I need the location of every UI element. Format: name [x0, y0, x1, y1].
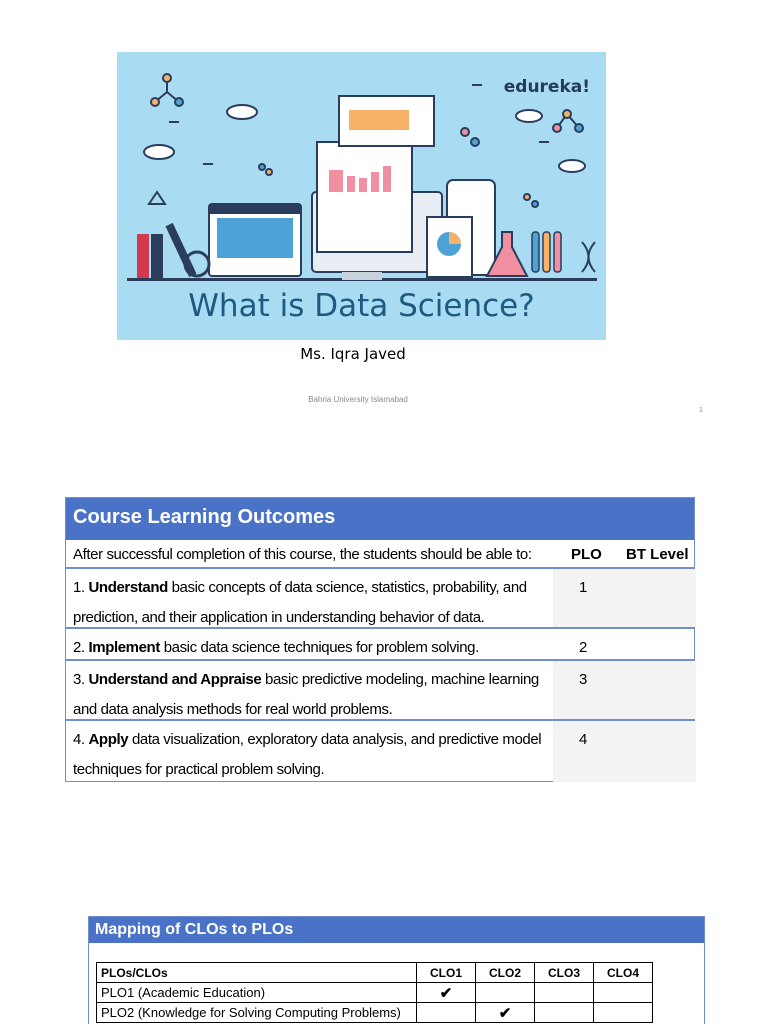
slide-title: What is Data Science?	[188, 288, 535, 324]
column-header: CLO2	[476, 963, 535, 983]
clo-row-plo: 3	[579, 671, 588, 688]
plo-label: PLO1 (Academic Education)	[97, 983, 417, 1003]
clo-row-text: 1. Understand basic concepts of data science, statistics, probability, and prediction, and their application in understanding behavior of data.	[73, 579, 527, 626]
title-banner	[117, 52, 606, 340]
slide-footer: Bahria University Islamabad	[308, 395, 408, 404]
author-name: Ms. Iqra Javed	[300, 345, 406, 363]
column-header: PLOs/CLOs	[97, 963, 417, 983]
clo-row	[66, 629, 694, 661]
clo-row-text: 3. Understand and Appraise basic predictive modeling, machine learning and data analysis methods for real world problems.	[73, 671, 539, 718]
clo-row	[66, 569, 694, 629]
clo-row-plo: 2	[579, 639, 588, 656]
mapping-header-row	[97, 963, 653, 983]
clo-row-text: 2. Implement basic data science techniques for problem solving.	[73, 639, 479, 656]
clo-table	[65, 497, 695, 782]
plo-label: PLO2 (Knowledge for Solving Computing Problems)	[97, 1003, 417, 1023]
brand-logo: edureka!	[503, 77, 590, 97]
clo-header-text: After successful completion of this course, the students should be able to:	[73, 546, 532, 563]
mapping-table-title: Mapping of CLOs to PLOs	[89, 917, 704, 943]
mapping-table	[96, 962, 653, 1023]
clo-row	[66, 721, 694, 782]
mapping-table-panel	[88, 916, 705, 1024]
clo-row-plo: 1	[579, 579, 588, 596]
bt-level-column-header: BT Level	[626, 546, 689, 563]
column-header: CLO3	[535, 963, 594, 983]
column-header: CLO1	[417, 963, 476, 983]
checkmark-icon: ✔	[498, 1004, 512, 1022]
table-row	[97, 983, 653, 1003]
clo-row-text: 4. Apply data visualization, exploratory data analysis, and predictive model techniques for practical problem solving.	[73, 731, 542, 778]
clo-row-plo: 4	[579, 731, 588, 748]
table-row	[97, 1003, 653, 1023]
clo-row	[66, 661, 694, 721]
clo-header-row	[66, 540, 694, 569]
plo-column-header: PLO	[571, 546, 602, 563]
checkmark-icon: ✔	[439, 984, 453, 1002]
clo-table-title: Course Learning Outcomes	[66, 498, 694, 540]
page-number: 1	[699, 407, 703, 414]
column-header: CLO4	[594, 963, 653, 983]
